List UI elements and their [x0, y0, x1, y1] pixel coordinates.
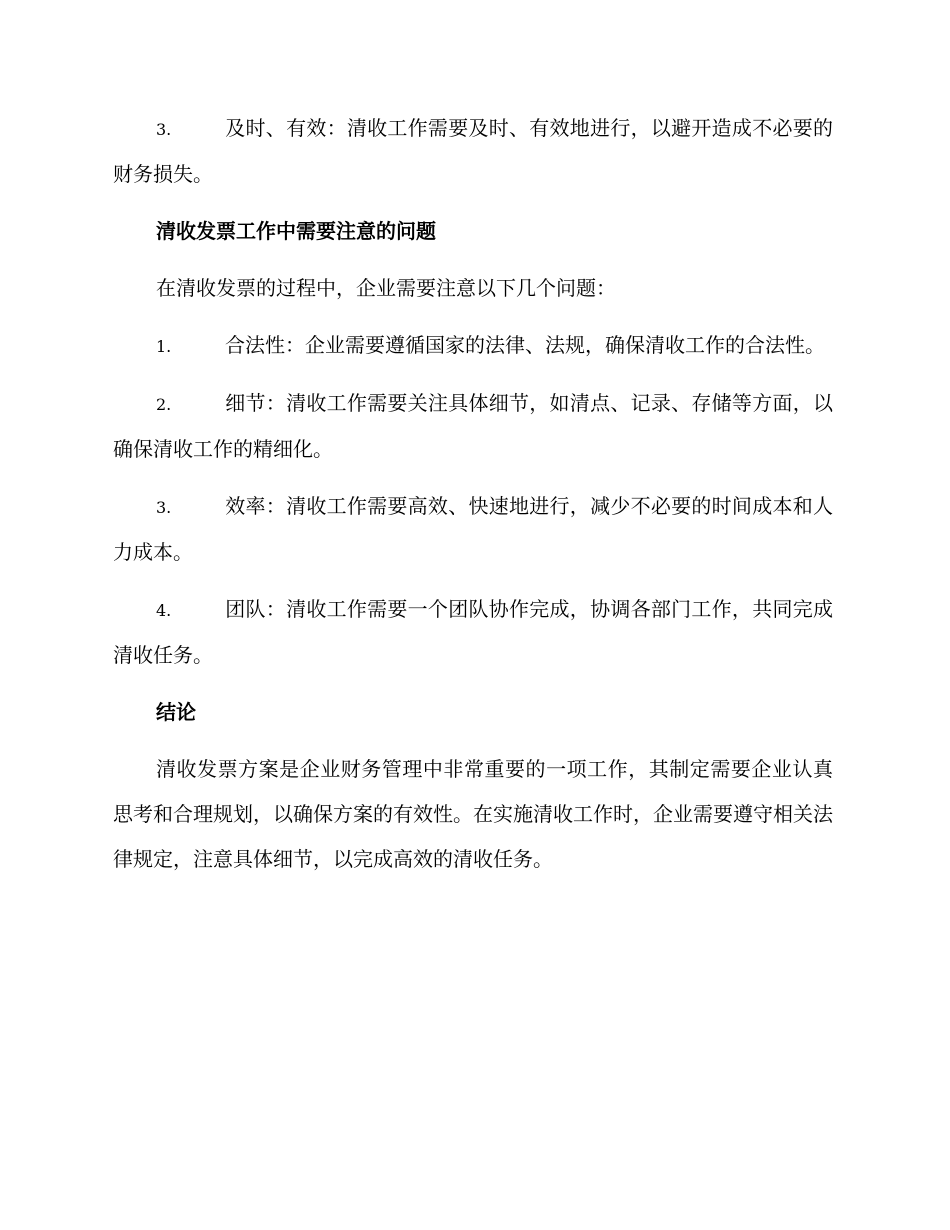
list-text: 细节：清收工作需要关注具体细节，如清点、记录、存储等方面，以确保清收工作的精细化。: [113, 391, 833, 461]
list-number: 4.: [156, 601, 172, 620]
list-number: 2.: [156, 395, 172, 414]
list-number: 3.: [156, 120, 172, 139]
conclusion-paragraph: 清收发票方案是企业财务管理中非常重要的一项工作，其制定需要企业认真思考和合理规划，以确保方案的有效性。在实施清收工作时，企业需要遵守相关法律规定，注意具体细节，以完成高效的清收任务。: [113, 757, 833, 871]
list-text: 效率：清收工作需要高效、快速地进行，减少不必要的时间成本和人力成本。: [113, 494, 833, 564]
list-number: 1.: [156, 337, 172, 356]
list-item: [113, 484, 833, 575]
section-intro-paragraph: 在清收发票的过程中，企业需要注意以下几个问题：: [156, 276, 616, 300]
document-body: [113, 106, 833, 894]
list-item: [113, 381, 833, 472]
list-item: [113, 106, 833, 197]
list-text: 合法性：企业需要遵循国家的法律、法规，确保清收工作的合法性。: [225, 333, 825, 357]
list-text: 团队：清收工作需要一个团队协作完成，协调各部门工作，共同完成清收任务。: [113, 597, 833, 667]
list-text: 及时、有效：清收工作需要及时、有效地进行，以避开造成不必要的财务损失。: [113, 116, 833, 186]
section-heading-issues: 清收发票工作中需要注意的问题: [156, 219, 436, 243]
list-item: [113, 587, 833, 678]
list-number: 3.: [156, 498, 172, 517]
section-heading-conclusion: 结论: [156, 700, 196, 724]
list-item: [113, 323, 833, 369]
